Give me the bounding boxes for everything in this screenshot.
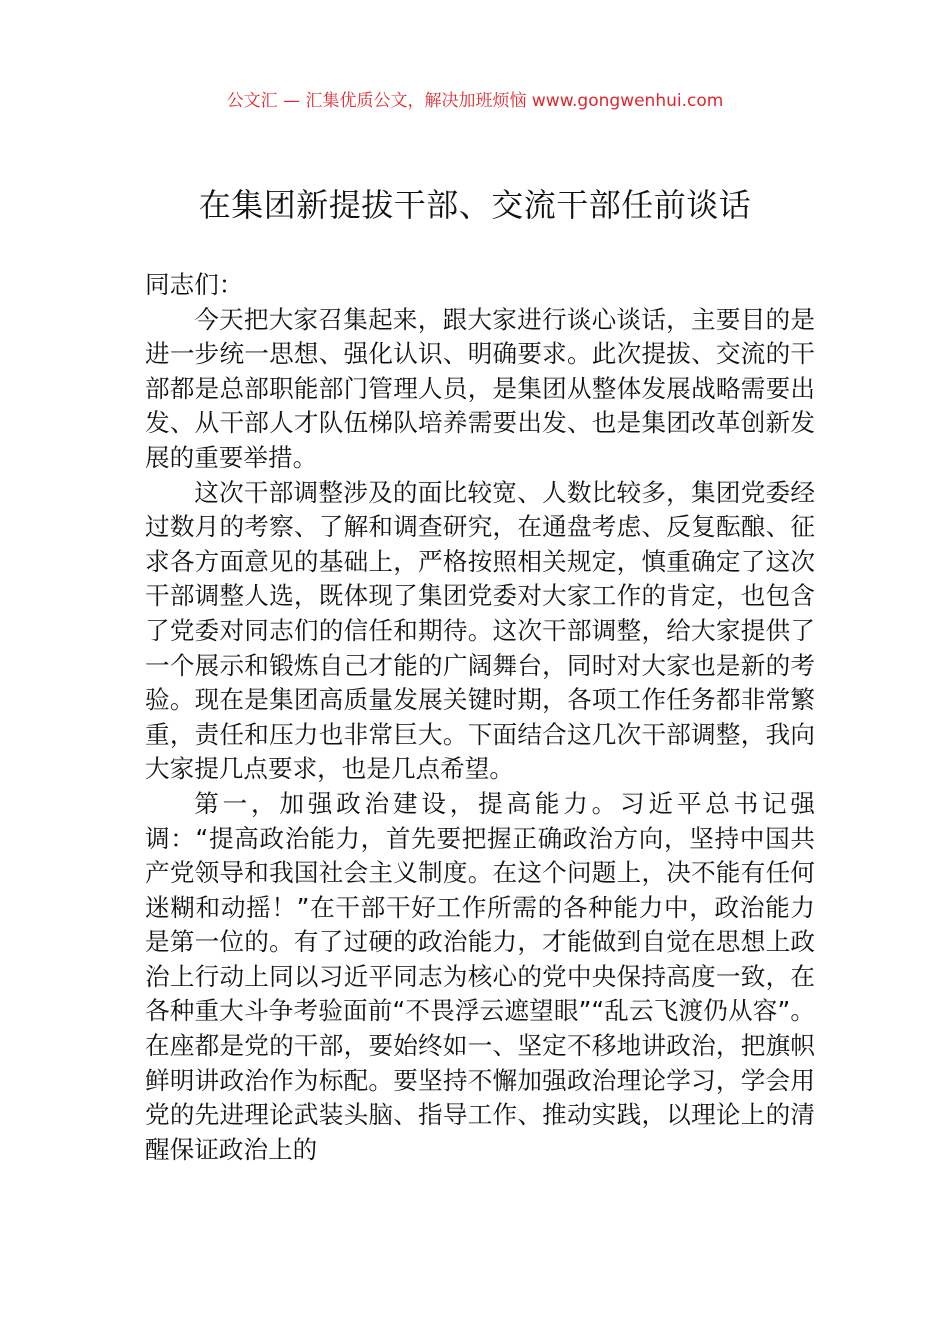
paragraph-1: 今天把大家召集起来，跟大家进行谈心谈话，主要目的是进一步统一思想、强化认识、明确要求。此次提拔、交流的干部都是总部职能部门管理人员，是集团从整体发展战略需要出发、从干部人才队伍梯队培养需要出发、也是集团改革创新发展的重要举措。 [145,304,815,472]
header-banner: 公文汇 — 汇集优质公文，解决加班烦恼 www.gongwenhui.com [226,91,724,111]
document-title: 在集团新提拔干部、交流干部任前谈话 [198,186,752,224]
paragraph-2: 这次干部调整涉及的面比较宽、人数比较多，集团党委经过数月的考察、了解和调查研究，在通盘考虑、反复酝酿、征求各方面意见的基础上，严格按照相关规定，慎重确定了这次干部调整人选，既体现了集团党委对大家工作的肯定，也包含了党委对同志们的信任和期待。这次干部调整，给大家提供了一个展示和锻炼自己才能的广阔舞台，同时对大家也是新的考验。现在是集团高质量发展关键时期，各项工作任务都非常繁重，责任和压力也非常巨大。下面结合这几次干部调整，我向大家提几点要求，也是几点希望。 [145,477,815,784]
salutation: 同志们： [145,270,244,299]
paragraph-3: 第一，加强政治建设，提高能力。习近平总书记强调：“提高政治能力，首先要把握正确政治方向，坚持中国共产党领导和我国社会主义制度。在这个问题上，决不能有任何迷糊和动摇！”在干部干好工作所需的各种能力中，政治能力是第一位的。有了过硬的政治能力，才能做到自觉在思想上政治上行动上同以习近平同志为核心的党中央保持高度一致，在各种重大斗争考验面前“不畏浮云遮望眼”“乱云飞渡仍从容”。在座都是党的干部，要始终如一、坚定不移地讲政治，把旗帜鲜明讲政治作为标配。要坚持不懈加强政治理论学习，学会用党的先进理论武装头脑、指导工作、推动实践，以理论上的清醒保证政治上的 [145,788,815,1164]
document-body [145,268,815,1167]
